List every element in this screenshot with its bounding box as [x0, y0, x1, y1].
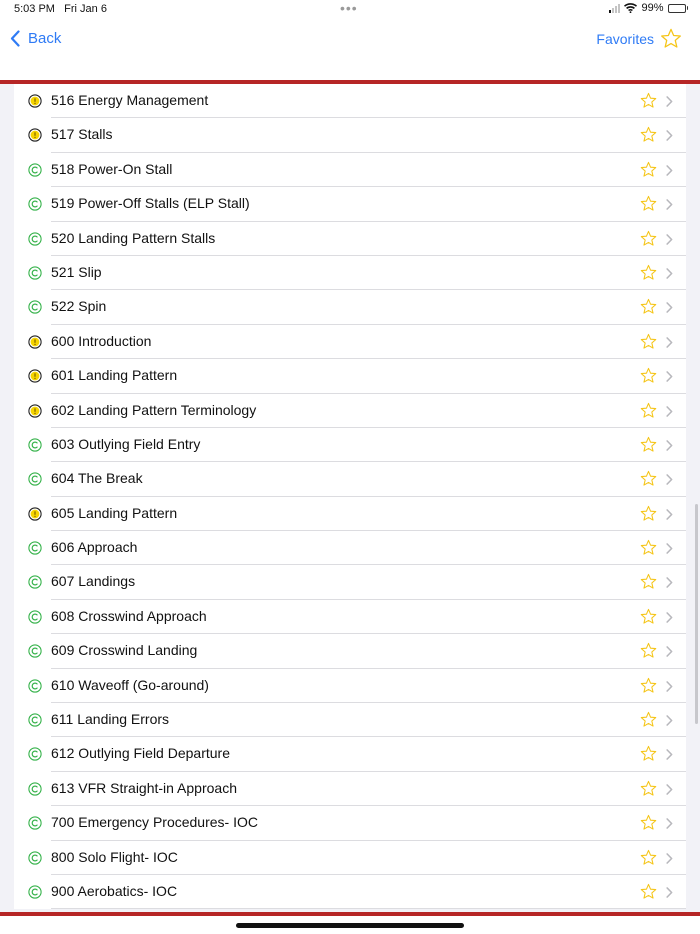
- list-item[interactable]: [14, 222, 686, 256]
- list-item-label: 604 The Break: [51, 470, 143, 487]
- chevron-right-icon: [666, 302, 673, 313]
- list-item[interactable]: [14, 394, 686, 428]
- completed-icon: [28, 163, 42, 177]
- chevron-right-icon: [666, 681, 673, 692]
- favorite-star-icon[interactable]: [640, 505, 657, 522]
- favorite-star-icon[interactable]: [640, 92, 657, 109]
- list-item-label: 608 Crosswind Approach: [51, 607, 207, 624]
- chevron-right-icon: [666, 406, 673, 417]
- chevron-right-icon: [666, 612, 673, 623]
- list-item-label: 605 Landing Pattern: [51, 504, 178, 521]
- list-item[interactable]: [14, 462, 686, 496]
- list-item[interactable]: [14, 187, 686, 221]
- completed-icon: [28, 679, 42, 693]
- list-item[interactable]: [14, 634, 686, 668]
- chevron-right-icon: [666, 165, 673, 176]
- completed-icon: [28, 300, 42, 314]
- completed-icon: [28, 851, 42, 865]
- list-item-label: 600 Introduction: [51, 332, 152, 349]
- chevron-right-icon: [666, 96, 673, 107]
- list-item[interactable]: [14, 565, 686, 599]
- status-bar: [0, 0, 700, 20]
- list-item-label: 900 Aerobatics- IOC: [51, 882, 178, 899]
- favorite-star-icon[interactable]: [640, 849, 657, 866]
- list-item-label: 602 Landing Pattern Terminology: [51, 401, 257, 418]
- list-item[interactable]: [14, 703, 686, 737]
- chevron-right-icon: [666, 199, 673, 210]
- favorite-star-icon[interactable]: [640, 367, 657, 384]
- favorite-star-icon[interactable]: [640, 539, 657, 556]
- status-indicators: [609, 2, 688, 14]
- footer-divider: [0, 912, 700, 916]
- battery-percent: 99%: [641, 2, 664, 14]
- list-item-label: 607 Landings: [51, 573, 136, 590]
- list-item-label: 610 Waveoff (Go-around): [51, 676, 209, 693]
- list-item-label: 517 Stalls: [51, 126, 113, 143]
- list-item-label: 613 VFR Straight-in Approach: [51, 779, 237, 796]
- completed-icon: [28, 197, 42, 211]
- list-item-label: 800 Solo Flight- IOC: [51, 848, 178, 865]
- favorite-star-icon[interactable]: [640, 573, 657, 590]
- completed-icon: [28, 610, 42, 624]
- chevron-right-icon: [666, 337, 673, 348]
- completed-icon: [28, 747, 42, 761]
- chevron-right-icon: [666, 853, 673, 864]
- chevron-right-icon: [666, 887, 673, 898]
- completed-icon: [28, 438, 42, 452]
- chevron-right-icon: [666, 646, 673, 657]
- wifi-icon: [624, 3, 637, 13]
- list-item[interactable]: [14, 118, 686, 152]
- favorite-star-icon[interactable]: [640, 298, 657, 315]
- completed-icon: [28, 644, 42, 658]
- favorite-star-icon[interactable]: [640, 264, 657, 281]
- row-separator: [51, 908, 686, 909]
- list-item-label: 606 Approach: [51, 539, 138, 556]
- favorite-star-icon[interactable]: [640, 677, 657, 694]
- list-item[interactable]: [14, 875, 686, 909]
- favorite-star-icon[interactable]: [640, 195, 657, 212]
- list-item-label: 609 Crosswind Landing: [51, 642, 198, 659]
- lesson-list: [14, 84, 686, 909]
- in-progress-icon: [28, 335, 42, 349]
- chevron-right-icon: [666, 543, 673, 554]
- in-progress-icon: [28, 94, 42, 108]
- chevron-right-icon: [666, 509, 673, 520]
- chevron-right-icon: [666, 130, 673, 141]
- cellular-signal-icon: [609, 4, 620, 13]
- chevron-right-icon: [666, 818, 673, 829]
- list-item-label: 603 Outlying Field Entry: [51, 435, 201, 452]
- completed-icon: [28, 782, 42, 796]
- list-item-label: 700 Emergency Procedures- IOC: [51, 814, 258, 831]
- list-item[interactable]: [14, 256, 686, 290]
- list-item[interactable]: [14, 806, 686, 840]
- chevron-right-icon: [666, 440, 673, 451]
- in-progress-icon: [28, 128, 42, 142]
- list-item-label: 522 Spin: [51, 298, 107, 315]
- in-progress-icon: [28, 404, 42, 418]
- chevron-right-icon: [666, 784, 673, 795]
- list-item-label: 516 Energy Management: [51, 92, 209, 108]
- in-progress-icon: [28, 369, 42, 383]
- chevron-right-icon: [666, 715, 673, 726]
- favorite-star-icon[interactable]: [640, 230, 657, 247]
- favorite-star-icon[interactable]: [640, 470, 657, 487]
- list-item-label: 519 Power-Off Stalls (ELP Stall): [51, 195, 250, 212]
- list-item[interactable]: [14, 153, 686, 187]
- list-item[interactable]: [14, 669, 686, 703]
- back-button[interactable]: [10, 30, 61, 47]
- list-item[interactable]: [14, 428, 686, 462]
- list-item-label: 601 Landing Pattern: [51, 367, 178, 384]
- favorites-label: Favorites: [596, 30, 654, 47]
- in-progress-icon: [28, 507, 42, 521]
- favorite-star-icon[interactable]: [640, 814, 657, 831]
- completed-icon: [28, 816, 42, 830]
- chevron-right-icon: [666, 749, 673, 760]
- list-item[interactable]: [14, 600, 686, 634]
- completed-icon: [28, 885, 42, 899]
- status-time: 5:03 PM Fri Jan 6: [14, 3, 107, 15]
- list-item[interactable]: [14, 359, 686, 393]
- battery-charging-icon: [668, 4, 689, 13]
- favorite-star-icon[interactable]: [640, 608, 657, 625]
- favorite-star-icon[interactable]: [640, 402, 657, 419]
- favorite-star-icon[interactable]: [640, 333, 657, 350]
- favorite-star-icon[interactable]: [640, 642, 657, 659]
- favorite-star-icon[interactable]: [640, 161, 657, 178]
- list-item[interactable]: [14, 497, 686, 531]
- completed-icon: [28, 575, 42, 589]
- completed-icon: [28, 232, 42, 246]
- list-item[interactable]: [14, 841, 686, 875]
- home-indicator[interactable]: [236, 923, 464, 928]
- chevron-right-icon: [666, 234, 673, 245]
- list-item-label: 611 Landing Errors: [51, 711, 170, 728]
- list-item-label: 520 Landing Pattern Stalls: [51, 229, 216, 246]
- star-outline-icon: [660, 28, 682, 49]
- list-item-label: 518 Power-On Stall: [51, 160, 173, 177]
- multitasking-dots-icon[interactable]: •••: [340, 0, 358, 16]
- back-label: Back: [28, 30, 62, 47]
- lesson-list-area[interactable]: [0, 84, 700, 912]
- navigation-bar: [0, 20, 700, 80]
- favorite-star-icon[interactable]: [640, 436, 657, 453]
- favorite-star-icon[interactable]: [640, 745, 657, 762]
- list-item[interactable]: [14, 531, 686, 565]
- list-item[interactable]: [14, 84, 686, 118]
- chevron-right-icon: [666, 268, 673, 279]
- chevron-left-icon: [10, 30, 20, 47]
- list-item[interactable]: [14, 325, 686, 359]
- chevron-right-icon: [666, 577, 673, 588]
- scroll-indicator[interactable]: [695, 504, 698, 724]
- favorite-star-icon[interactable]: [640, 126, 657, 143]
- status-date: Fri Jan 6: [64, 3, 107, 15]
- favorites-button[interactable]: [596, 28, 682, 49]
- completed-icon: [28, 472, 42, 486]
- list-item-label: 521 Slip: [51, 263, 102, 280]
- chevron-right-icon: [666, 371, 673, 382]
- favorite-star-icon[interactable]: [640, 883, 657, 900]
- list-item[interactable]: [14, 290, 686, 324]
- list-item[interactable]: [14, 772, 686, 806]
- favorite-star-icon[interactable]: [640, 711, 657, 728]
- chevron-right-icon: [666, 474, 673, 485]
- list-item[interactable]: [14, 737, 686, 771]
- completed-icon: [28, 541, 42, 555]
- list-item-label: 612 Outlying Field Departure: [51, 745, 230, 762]
- favorite-star-icon[interactable]: [640, 780, 657, 797]
- completed-icon: [28, 713, 42, 727]
- completed-icon: [28, 266, 42, 280]
